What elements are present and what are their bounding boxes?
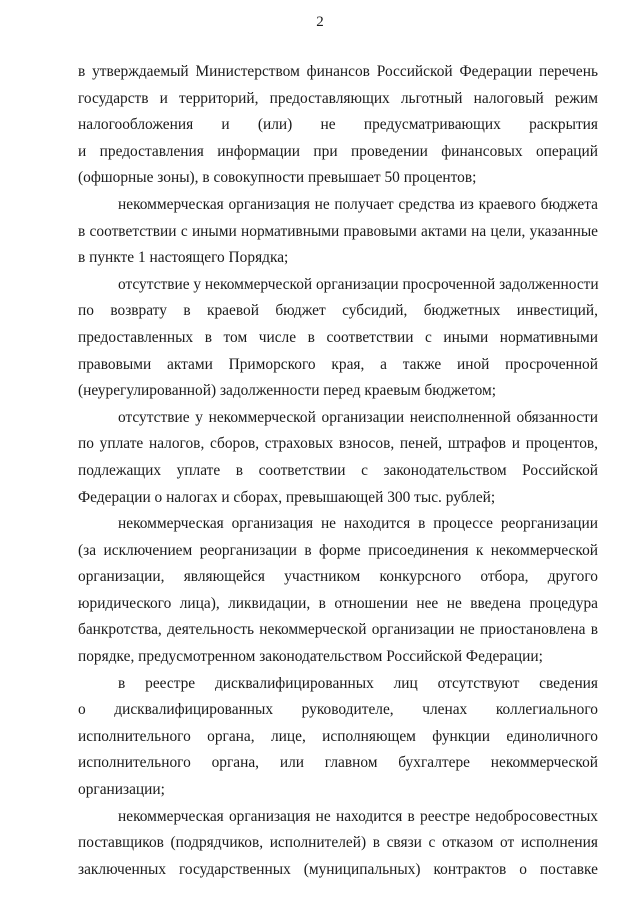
paragraph — [78, 272, 598, 405]
text-line: в утверждаемый Министерством финансов Российской Федерации перечень — [78, 63, 598, 80]
paragraph — [78, 59, 598, 192]
text-line: налогообложения и (или) не предусматривающих раскрытия — [78, 116, 598, 134]
text-line: в пункте 1 настоящего Порядка; — [78, 249, 289, 267]
text-line: отсутствие у некоммерческой организации просроченной задолженности — [118, 275, 599, 293]
text-line: некоммерческая организация не находится в процессе реорганизации — [118, 515, 598, 533]
paragraph — [78, 804, 598, 884]
text-line: банкротства, деятельность некоммерческой организации не приостановлена в — [78, 621, 598, 639]
paragraph — [78, 405, 598, 511]
document-body — [78, 59, 598, 883]
page-number: 2 — [316, 14, 324, 30]
text-line: (неурегулированной) задолженности перед краевым бюджетом; — [78, 382, 496, 400]
text-line: заключенных государственных (муниципальных) контрактов о поставке — [78, 860, 598, 878]
text-line: и предоставления информации при проведении финансовых операций — [78, 142, 598, 160]
text-line: организации; — [78, 781, 165, 799]
text-line: организации, являющейся участником конкурсного отбора, другого — [78, 568, 598, 586]
text-line: о дисквалифицированных руководителе, членах коллегиального — [78, 701, 598, 719]
text-line: по возврату в краевой бюджет субсидий, бюджетных инвестиций, — [78, 302, 598, 320]
text-line: по уплате налогов, сборов, страховых взносов, пеней, штрафов и процентов, — [78, 435, 598, 453]
text-line: исполнительного органа, лице, исполняющем функции единоличного — [78, 727, 598, 745]
paragraph — [78, 192, 598, 272]
text-line: (за исключением реорганизации в форме присоединения к некоммерческой — [78, 541, 598, 559]
text-line: предоставленных в том числе в соответствии с иными нормативными — [78, 328, 598, 346]
text-line: правовыми актами Приморского края, а также иной просроченной — [78, 355, 598, 373]
text-line: подлежащих уплате в соответствии с законодательством Российской — [78, 461, 598, 479]
text-line: некоммерческая организация не находится в реестре недобросовестных — [118, 807, 598, 825]
text-line: юридического лица), ликвидации, в отношении нее не введена процедура — [78, 594, 598, 612]
text-line: Федерации о налогах и сборах, превышающей 300 тыс. рублей; — [78, 488, 496, 506]
paragraph — [78, 511, 598, 671]
text-line: порядке, предусмотренном законодательством Российской Федерации; — [78, 648, 543, 666]
text-line: поставщиков (подрядчиков, исполнителей) в связи с отказом от исполнения — [78, 834, 598, 852]
text-line: (офшорные зоны), в совокупности превышает 50 процентов; — [78, 169, 477, 187]
text-line: отсутствие у некоммерческой организации неисполненной обязанности — [118, 408, 598, 426]
text-line: в реестре дисквалифицированных лиц отсутствуют сведения — [118, 674, 598, 692]
text-line: некоммерческая организация не получает средства из краевого бюджета — [118, 195, 598, 213]
text-line: государств и территорий, предоставляющих льготный налоговый режим — [78, 89, 598, 107]
text-line: исполнительного органа, или главном бухгалтере некоммерческой — [78, 754, 598, 772]
text-line: в соответствии с иными нормативными правовыми актами на цели, указанные — [78, 222, 598, 240]
paragraph — [78, 671, 598, 804]
